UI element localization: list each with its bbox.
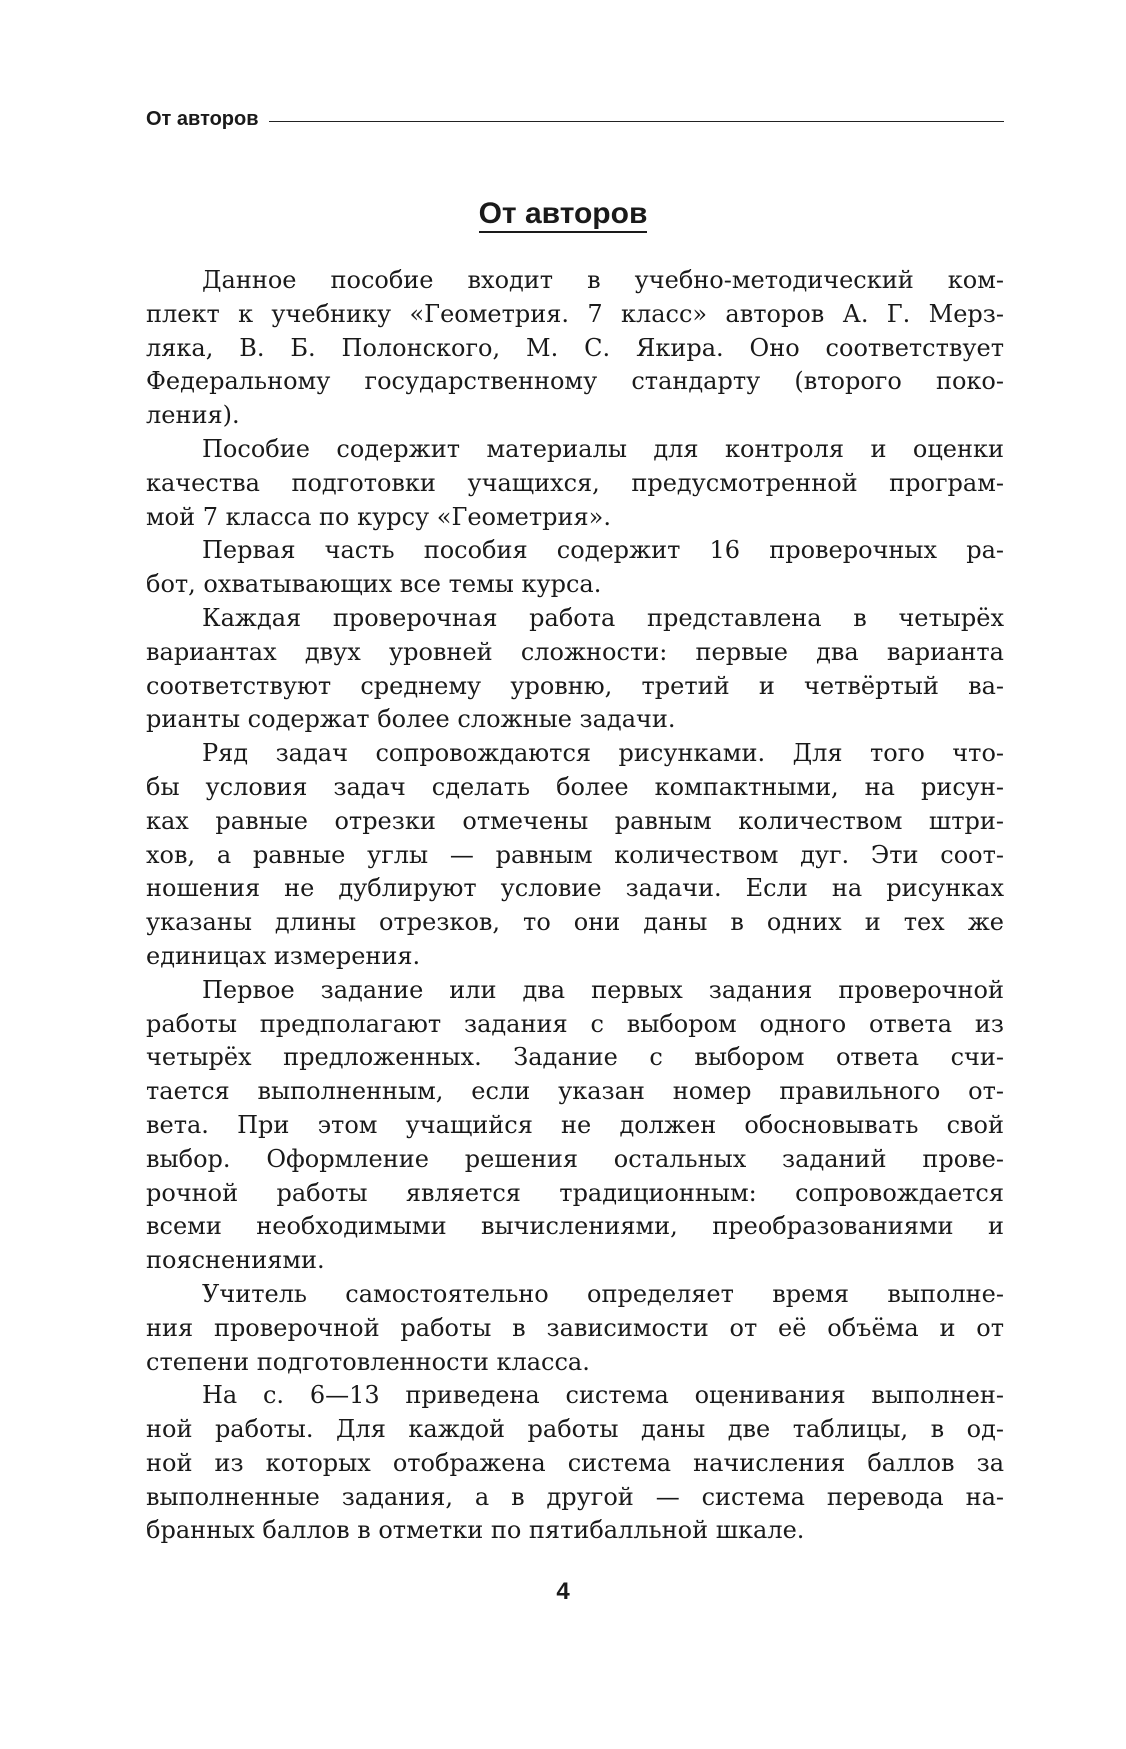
paragraph [146, 737, 1004, 974]
paragraph [146, 433, 1004, 534]
text-line: качества подготовки учащихся, предусмотренной програм- [146, 468, 1004, 497]
paragraph [146, 1278, 1004, 1379]
text-line: плект к учебнику «Геометрия. 7 класс» авторов А. Г. Мерз- [146, 299, 1004, 328]
text-line: ния проверочной работы в зависимости от её объёма и от [146, 1313, 1004, 1342]
text-line: пояснениями. [146, 1246, 325, 1275]
text-line: Ряд задач сопровождаются рисунками. Для того что- [202, 739, 1004, 768]
paragraph [146, 602, 1004, 737]
text-line: Федеральному государственному стандарту (второго поко- [146, 367, 1004, 396]
text-line: Данное пособие входит в учебно-методический ком- [202, 266, 1004, 294]
text-line: выбор. Оформление решения остальных заданий прове- [146, 1144, 1004, 1173]
paragraph [146, 974, 1004, 1278]
text-line: выполненные задания, а в другой — система перевода на- [146, 1482, 1004, 1511]
text-line: Пособие содержит материалы для контроля и оценки [202, 434, 1004, 463]
running-header [146, 108, 1004, 131]
page-title: От авторов [479, 197, 648, 233]
text-line: бранных баллов в отметки по пятибалльной шкале. [146, 1516, 805, 1545]
paragraph [146, 534, 1004, 602]
page-title-wrapper [0, 196, 1126, 232]
text-line: всеми необходимыми вычислениями, преобразованиями и [146, 1212, 1004, 1241]
text-line: ношения не дублируют условие задачи. Если на рисунках [146, 874, 1004, 903]
text-line: Первая часть пособия содержит 16 проверочных ра- [202, 536, 1004, 565]
text-line: бот, охватывающих все темы курса. [146, 570, 602, 599]
paragraph [146, 264, 1004, 433]
text-line: четырёх предложенных. Задание с выбором ответа счи- [146, 1043, 1004, 1072]
body-text [146, 264, 1004, 1548]
page-number: 4 [556, 1578, 570, 1605]
text-line: указаны длины отрезков, то они даны в одних и тех же [146, 908, 1004, 937]
text-line: бы условия задач сделать более компактными, на рисун- [146, 772, 1004, 801]
text-line: Первое задание или два первых задания проверочной [202, 975, 1004, 1004]
text-line: вета. При этом учащийся не должен обосновывать свой [146, 1110, 1004, 1139]
running-header-title: От авторов [146, 108, 259, 130]
text-line: вариантах двух уровней сложности: первые два варианта [146, 637, 1004, 666]
text-line: хов, а равные углы — равным количеством дуг. Эти соот- [146, 840, 1004, 869]
text-line: рочной работы является традиционным: сопровождается [146, 1178, 1004, 1207]
text-line: ляка, В. Б. Полонского, М. С. Якира. Оно соответствует [146, 333, 1004, 362]
text-line: рианты содержат более сложные задачи. [146, 705, 676, 734]
header-rule [269, 121, 1004, 122]
text-line: На с. 6—13 приведена система оценивания выполнен- [202, 1381, 1004, 1410]
text-line: соответствуют среднему уровню, третий и четвёртый ва- [146, 671, 1004, 700]
text-line: ления). [146, 401, 240, 430]
text-line: работы предполагают задания с выбором одного ответа из [146, 1009, 1004, 1038]
paragraph [146, 1379, 1004, 1548]
text-line: Учитель самостоятельно определяет время выполне- [202, 1279, 1004, 1308]
text-line: степени подготовленности класса. [146, 1347, 590, 1376]
text-line: мой 7 класса по курсу «Геометрия». [146, 502, 611, 531]
text-line: ной работы. Для каждой работы даны две таблицы, в од- [146, 1415, 1004, 1444]
text-line: тается выполненным, если указан номер правильного от- [146, 1077, 1004, 1106]
text-line: ках равные отрезки отмечены равным количеством штри- [146, 806, 1004, 835]
text-line: Каждая проверочная работа представлена в четырёх [202, 603, 1004, 632]
text-line: единицах измерения. [146, 941, 421, 970]
text-line: ной из которых отображена система начисления баллов за [146, 1448, 1004, 1477]
